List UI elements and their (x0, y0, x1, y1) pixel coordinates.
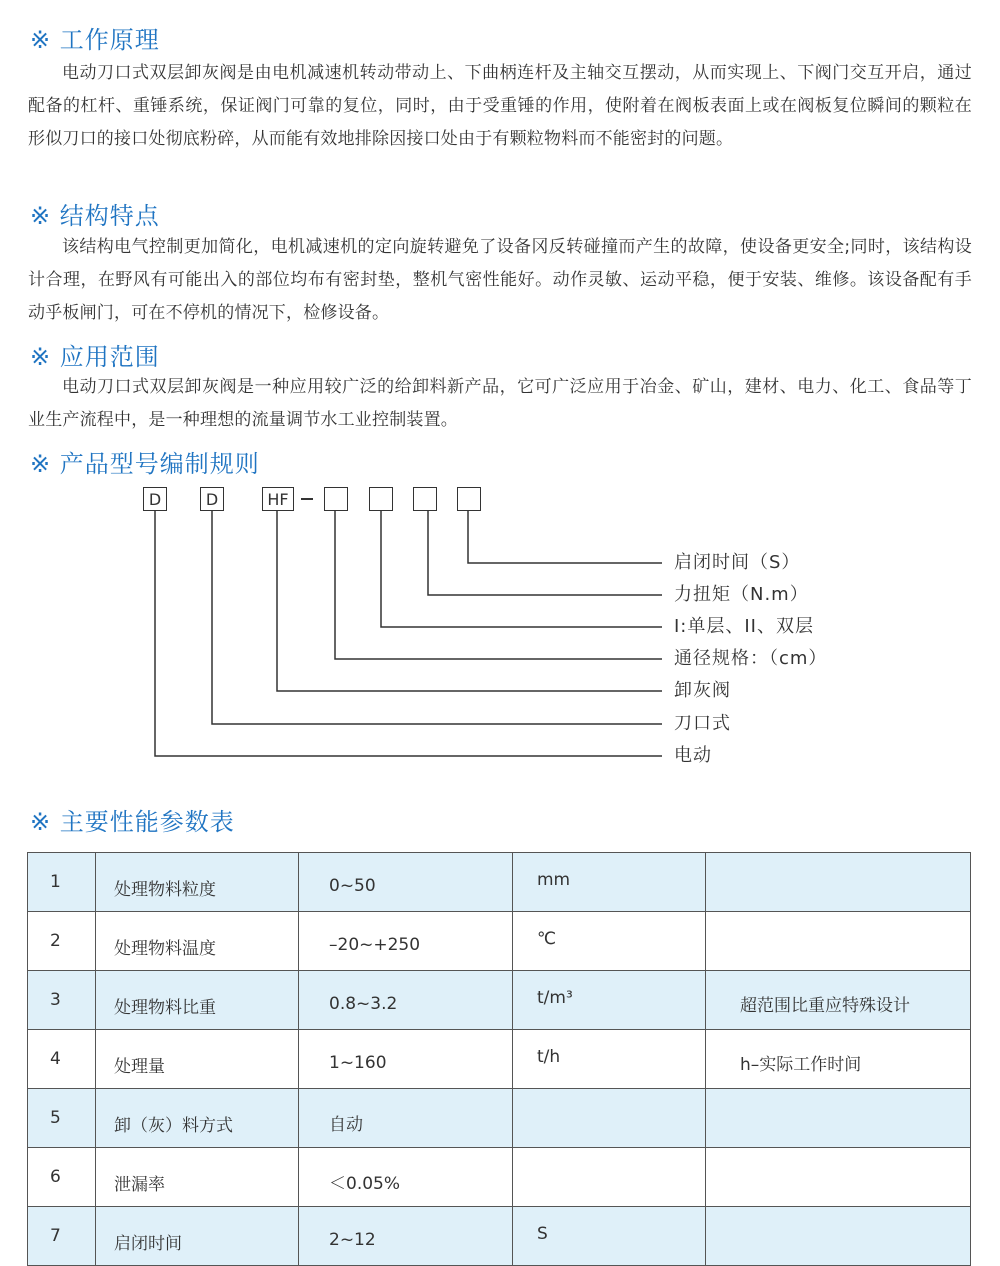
table-row (28, 1030, 971, 1089)
row-number: 5 (28, 1089, 96, 1148)
code-box-hf: HF (262, 487, 294, 511)
param-unit: t/h (513, 1030, 706, 1089)
legend-torque: 力扭矩（N.m） (674, 584, 809, 605)
param-note (706, 1148, 971, 1207)
params-table (27, 852, 971, 1266)
section-title-structure: ※ 结构特点 (30, 202, 160, 230)
param-unit: t/m³ (513, 971, 706, 1030)
table-row (28, 1148, 971, 1207)
param-unit: mm (513, 853, 706, 912)
section-title-model-rule: ※ 产品型号编制规则 (30, 450, 260, 478)
leader-line-time (468, 511, 662, 563)
principle-paragraph: 电动刀口式双层卸灰阀是由电机减速机转动带动上、下曲柄连杆及主轴交互摆动，从而实现上、下阀门交互开启，通过配备的杠杆、重锤系统，保证阀门可靠的复位，同时，由于受重锤的作用，使附着在阀板表面上或在阀板复位瞬间的颗粒在形似刀口的接口处彻底粉碎，从而能有效地排除因接口处由于有颗粒物料而不能密封的问题。 (28, 63, 972, 149)
leader-line-knife (212, 511, 662, 724)
row-number: 3 (28, 971, 96, 1030)
code-box-time (457, 487, 481, 511)
param-value: 自动 (299, 1089, 513, 1148)
legend-diameter: 通径规格：（cm） (674, 648, 828, 669)
param-unit (513, 1148, 706, 1207)
table-row (28, 853, 971, 912)
section-title-principle: ※ 工作原理 (30, 26, 160, 54)
leader-line-diameter (335, 511, 662, 659)
code-box-torque (413, 487, 437, 511)
param-value: –20~+250 (299, 912, 513, 971)
row-number: 6 (28, 1148, 96, 1207)
param-name: 泄漏率 (96, 1148, 299, 1207)
param-value: 1~160 (299, 1030, 513, 1089)
param-note (706, 1089, 971, 1148)
table-row (28, 1207, 971, 1266)
table-row (28, 971, 971, 1030)
param-name: 卸（灰）料方式 (96, 1089, 299, 1148)
param-value: ＜0.05% (299, 1148, 513, 1207)
application-paragraph: 电动刀口式双层卸灰阀是一种应用较广泛的给卸料新产品，它可广泛应用于冶金、矿山，建材、电力、化工、食品等丁业生产流程中，是一种理想的流量调节水工业控制装置。 (28, 377, 972, 430)
param-name: 处理物料粒度 (96, 853, 299, 912)
param-name: 启闭时间 (96, 1207, 299, 1266)
param-name: 处理量 (96, 1030, 299, 1089)
row-number: 1 (28, 853, 96, 912)
code-box-layer (369, 487, 393, 511)
param-name: 处理物料比重 (96, 971, 299, 1030)
legend-layer: I:单层、II、双层 (674, 616, 814, 637)
legend-electric: 电动 (674, 745, 712, 766)
code-box-diameter (324, 487, 348, 511)
table-row (28, 1089, 971, 1148)
param-note: 超范围比重应特殊设计 (706, 971, 971, 1030)
leader-line-torque (428, 511, 662, 595)
table-row (28, 912, 971, 971)
param-note (706, 1207, 971, 1266)
leader-line-electric (155, 511, 662, 756)
param-note: h–实际工作时间 (706, 1030, 971, 1089)
param-note (706, 853, 971, 912)
row-number: 7 (28, 1207, 96, 1266)
param-value: 0.8~3.2 (299, 971, 513, 1030)
row-number: 2 (28, 912, 96, 971)
param-note (706, 912, 971, 971)
param-value: 0~50 (299, 853, 513, 912)
leader-line-hf (277, 511, 662, 691)
code-box-d-electric: D (143, 487, 167, 511)
param-unit: S (513, 1207, 706, 1266)
section-title-application: ※ 应用范围 (30, 343, 160, 371)
row-number: 4 (28, 1030, 96, 1089)
code-dash (301, 498, 313, 500)
legend-ash-valve: 卸灰阀 (674, 680, 731, 701)
param-unit (513, 1089, 706, 1148)
leader-line-layer (381, 511, 662, 627)
param-unit: ℃ (513, 912, 706, 971)
section-title-params: ※ 主要性能参数表 (30, 808, 235, 836)
legend-knife-type: 刀口式 (674, 713, 731, 734)
code-box-d-knife: D (200, 487, 224, 511)
structure-paragraph: 该结构电气控制更加简化，电机减速机的定向旋转避免了设备冈反转碰撞而产生的故障，使设备更安全;同时，该结构设计合理，在野风有可能出入的部位均布有密封垫，整机气密性能好。动作灵敏、运动平稳，便于安装、维修。该设备配有手动乎板闸门，可在不停机的情况下，检修设备。 (28, 237, 972, 323)
legend-open-close-time: 启闭时间（S） (674, 552, 801, 573)
param-name: 处理物料温度 (96, 912, 299, 971)
param-value: 2~12 (299, 1207, 513, 1266)
